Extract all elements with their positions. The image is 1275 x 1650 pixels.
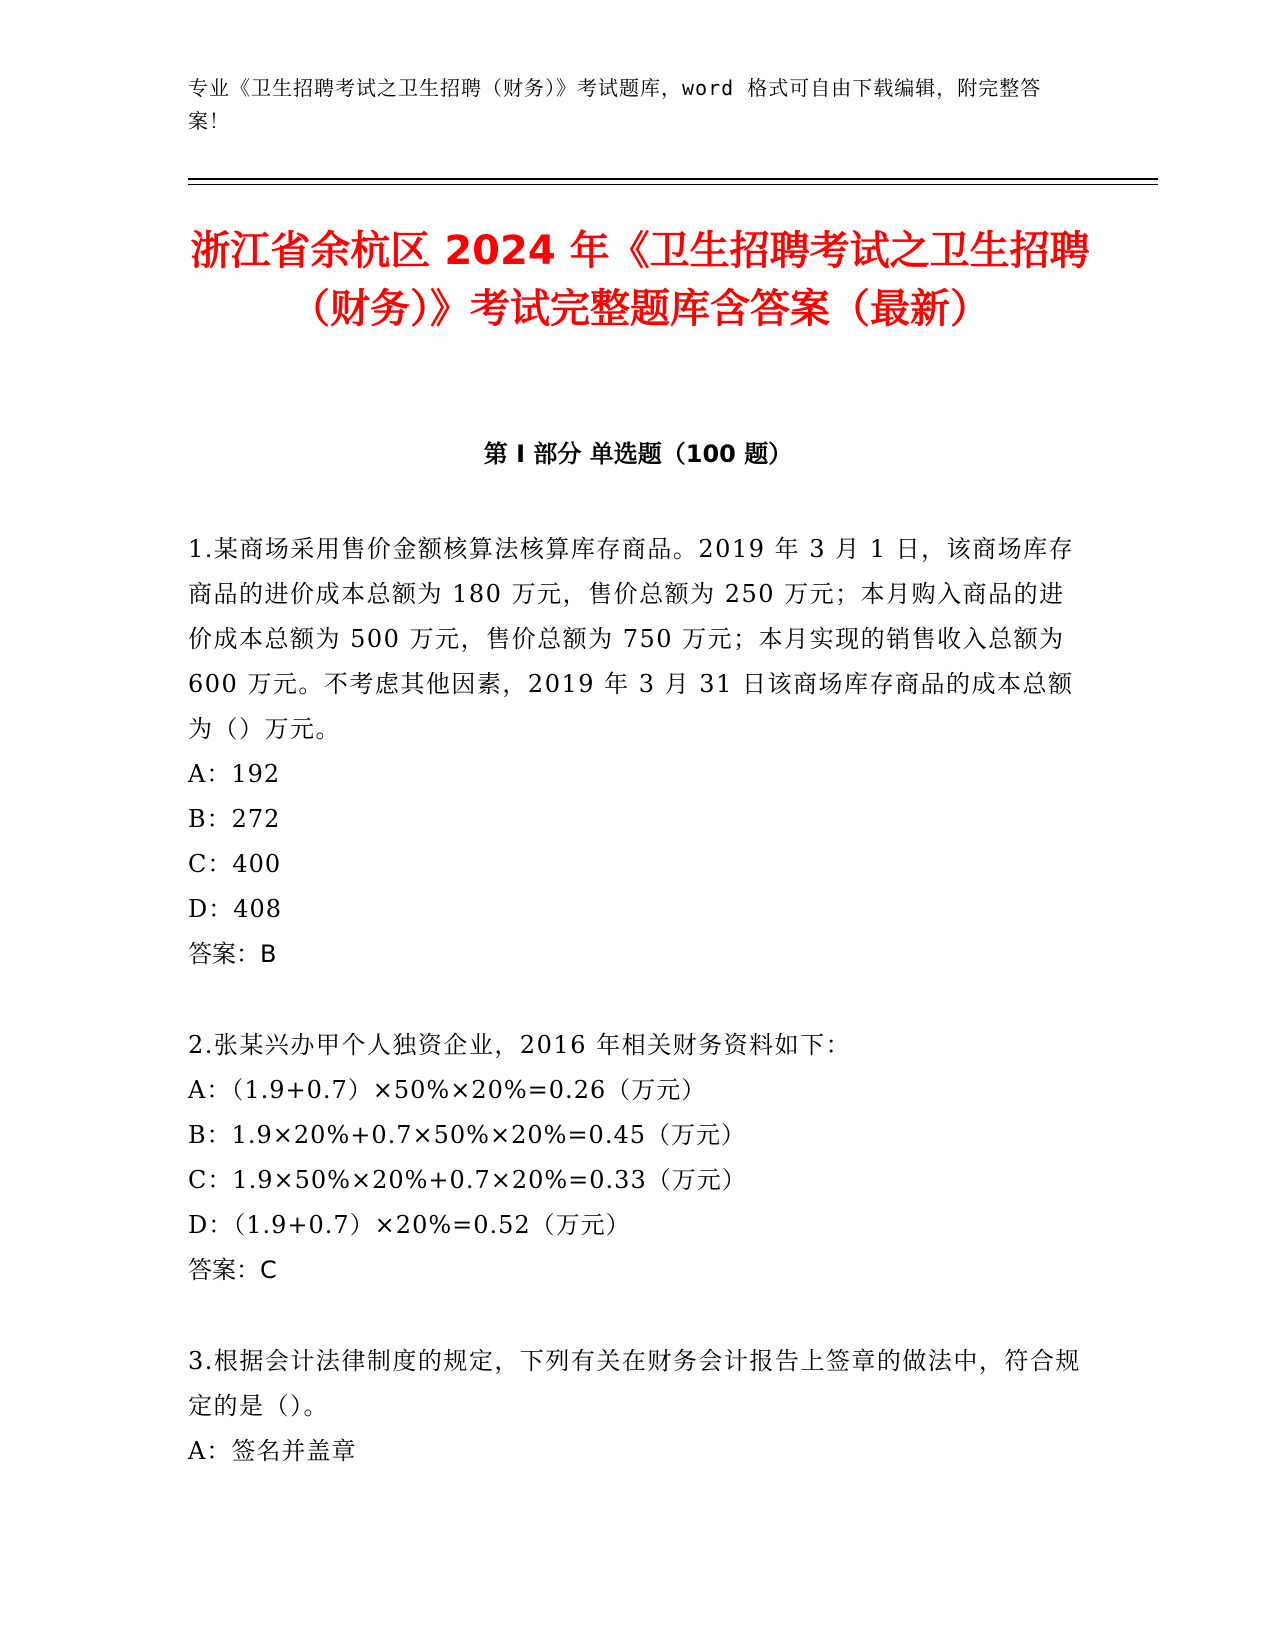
option-c: C：400 [188, 850, 282, 878]
answer-line: 答案：C [188, 1256, 277, 1284]
header-divider-thin [188, 184, 1158, 185]
section-title: 第 I 部分 单选题（100 题） [483, 440, 793, 468]
question-2 [188, 1023, 1088, 1293]
option-b: B：272 [188, 805, 281, 833]
question-stem: 2.张某兴办甲个人独资企业，2016 年相关财务资料如下： [188, 1031, 852, 1059]
question-stem: 1.某商场采用售价金额核算法核算库存商品。2019 年 3 月 1 日，该商场库存商品的进价成本总额为 180 万元，售价总额为 250 万元；本月购入商品的进价成本总额为 500 万元，售价总额为 750 万元；本月实现的销售收入总额为 600 万元。不考虑其他因素，2019 年 3 月 31 日该商场库存商品的成本总额为（）万元。 [188, 535, 1075, 743]
question-stem: 3.根据会计法律制度的规定，下列有关在财务会计报告上签章的做法中，符合规定的是（）。 [188, 1347, 1081, 1420]
option-a: A：签名并盖章 [188, 1437, 357, 1465]
question-spacer [188, 977, 1088, 1023]
question-list [188, 527, 1088, 1474]
option-a: A：（1.9+0.7）×50%×20%=0.26（万元） [188, 1076, 707, 1104]
option-d: D：408 [188, 895, 283, 923]
option-c: C：1.9×50%×20%+0.7×20%=0.33（万元） [188, 1166, 747, 1194]
question-1 [188, 527, 1088, 977]
option-a: A：192 [188, 760, 281, 788]
document-title: 浙江省余杭区 2024 年《卫生招聘考试之卫生招聘（财务）》考试完整题库含答案（最新） [190, 228, 1090, 332]
option-d: D：（1.9+0.7）×20%=0.52（万元） [188, 1211, 631, 1239]
question-3 [188, 1339, 1088, 1474]
header-divider-thick [188, 178, 1158, 180]
answer-line: 答案：B [188, 940, 277, 968]
header-note: 专业《卫生招聘考试之卫生招聘（财务）》考试题库，word 格式可自由下载编辑，附完整答案！ [188, 76, 1042, 133]
option-b: B：1.9×20%+0.7×50%×20%=0.45（万元） [188, 1121, 746, 1149]
question-spacer [188, 1293, 1088, 1339]
